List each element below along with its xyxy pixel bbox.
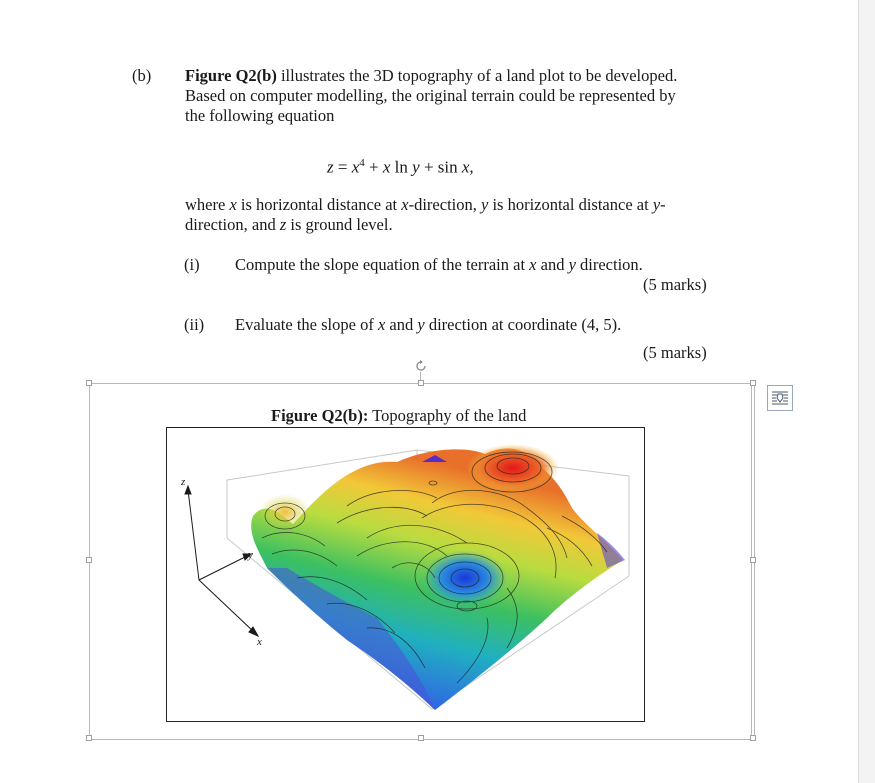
- resize-handle-bc[interactable]: [418, 735, 424, 741]
- resize-handle-ml[interactable]: [86, 557, 92, 563]
- z-axis-label: z: [181, 476, 186, 488]
- rotate-handle-icon[interactable]: [414, 359, 428, 373]
- subpart-i-text: Compute the slope equation of the terrain at x and y direction.: [235, 255, 643, 274]
- intro-line-2: Based on computer modelling, the original terrain could be represented by: [185, 86, 676, 105]
- subpart-i-marks: (5 marks): [643, 275, 707, 294]
- part-label: (b): [132, 66, 152, 85]
- terrain-equation: $z = x^4 + x$ ln y + sin x,: [327, 157, 474, 177]
- layout-options-icon: [768, 386, 792, 410]
- y-axis-label: y: [248, 549, 253, 561]
- topography-surface-plot: [167, 428, 644, 721]
- figure-reference: Figure Q2(b): [185, 66, 277, 85]
- intro-line-1: [185, 66, 677, 86]
- intro-line-3: the following equation: [185, 106, 335, 125]
- resize-handle-bl[interactable]: [86, 735, 92, 741]
- resize-handle-br[interactable]: [750, 735, 756, 741]
- subpart-ii-marks: (5 marks): [643, 343, 707, 362]
- layout-options-button[interactable]: [767, 385, 793, 411]
- axis-triad: [185, 486, 258, 636]
- subpart-i-label: (i): [184, 255, 200, 274]
- where-line-2: direction, and z is ground level.: [185, 215, 393, 234]
- resize-handle-tr[interactable]: [750, 380, 756, 386]
- intro-text-1: illustrates the 3D topography of a land plot to be developed.: [276, 66, 678, 85]
- subpart-ii-text: Evaluate the slope of x and y direction at coordinate (4, 5).: [235, 315, 622, 334]
- x-axis-label: x: [257, 636, 262, 648]
- resize-handle-mr[interactable]: [750, 557, 756, 563]
- scrollbar-gutter[interactable]: [858, 0, 875, 783]
- resize-handle-tl[interactable]: [86, 380, 92, 386]
- topography-figure: [166, 427, 645, 722]
- where-line-1: where x is horizontal distance at x-direction, y is horizontal distance at y-: [185, 195, 666, 214]
- subpart-ii-label: (ii): [184, 315, 205, 334]
- figure-caption: Figure Q2(b): Topography of the land: [271, 406, 527, 425]
- resize-handle-tc[interactable]: [418, 380, 424, 386]
